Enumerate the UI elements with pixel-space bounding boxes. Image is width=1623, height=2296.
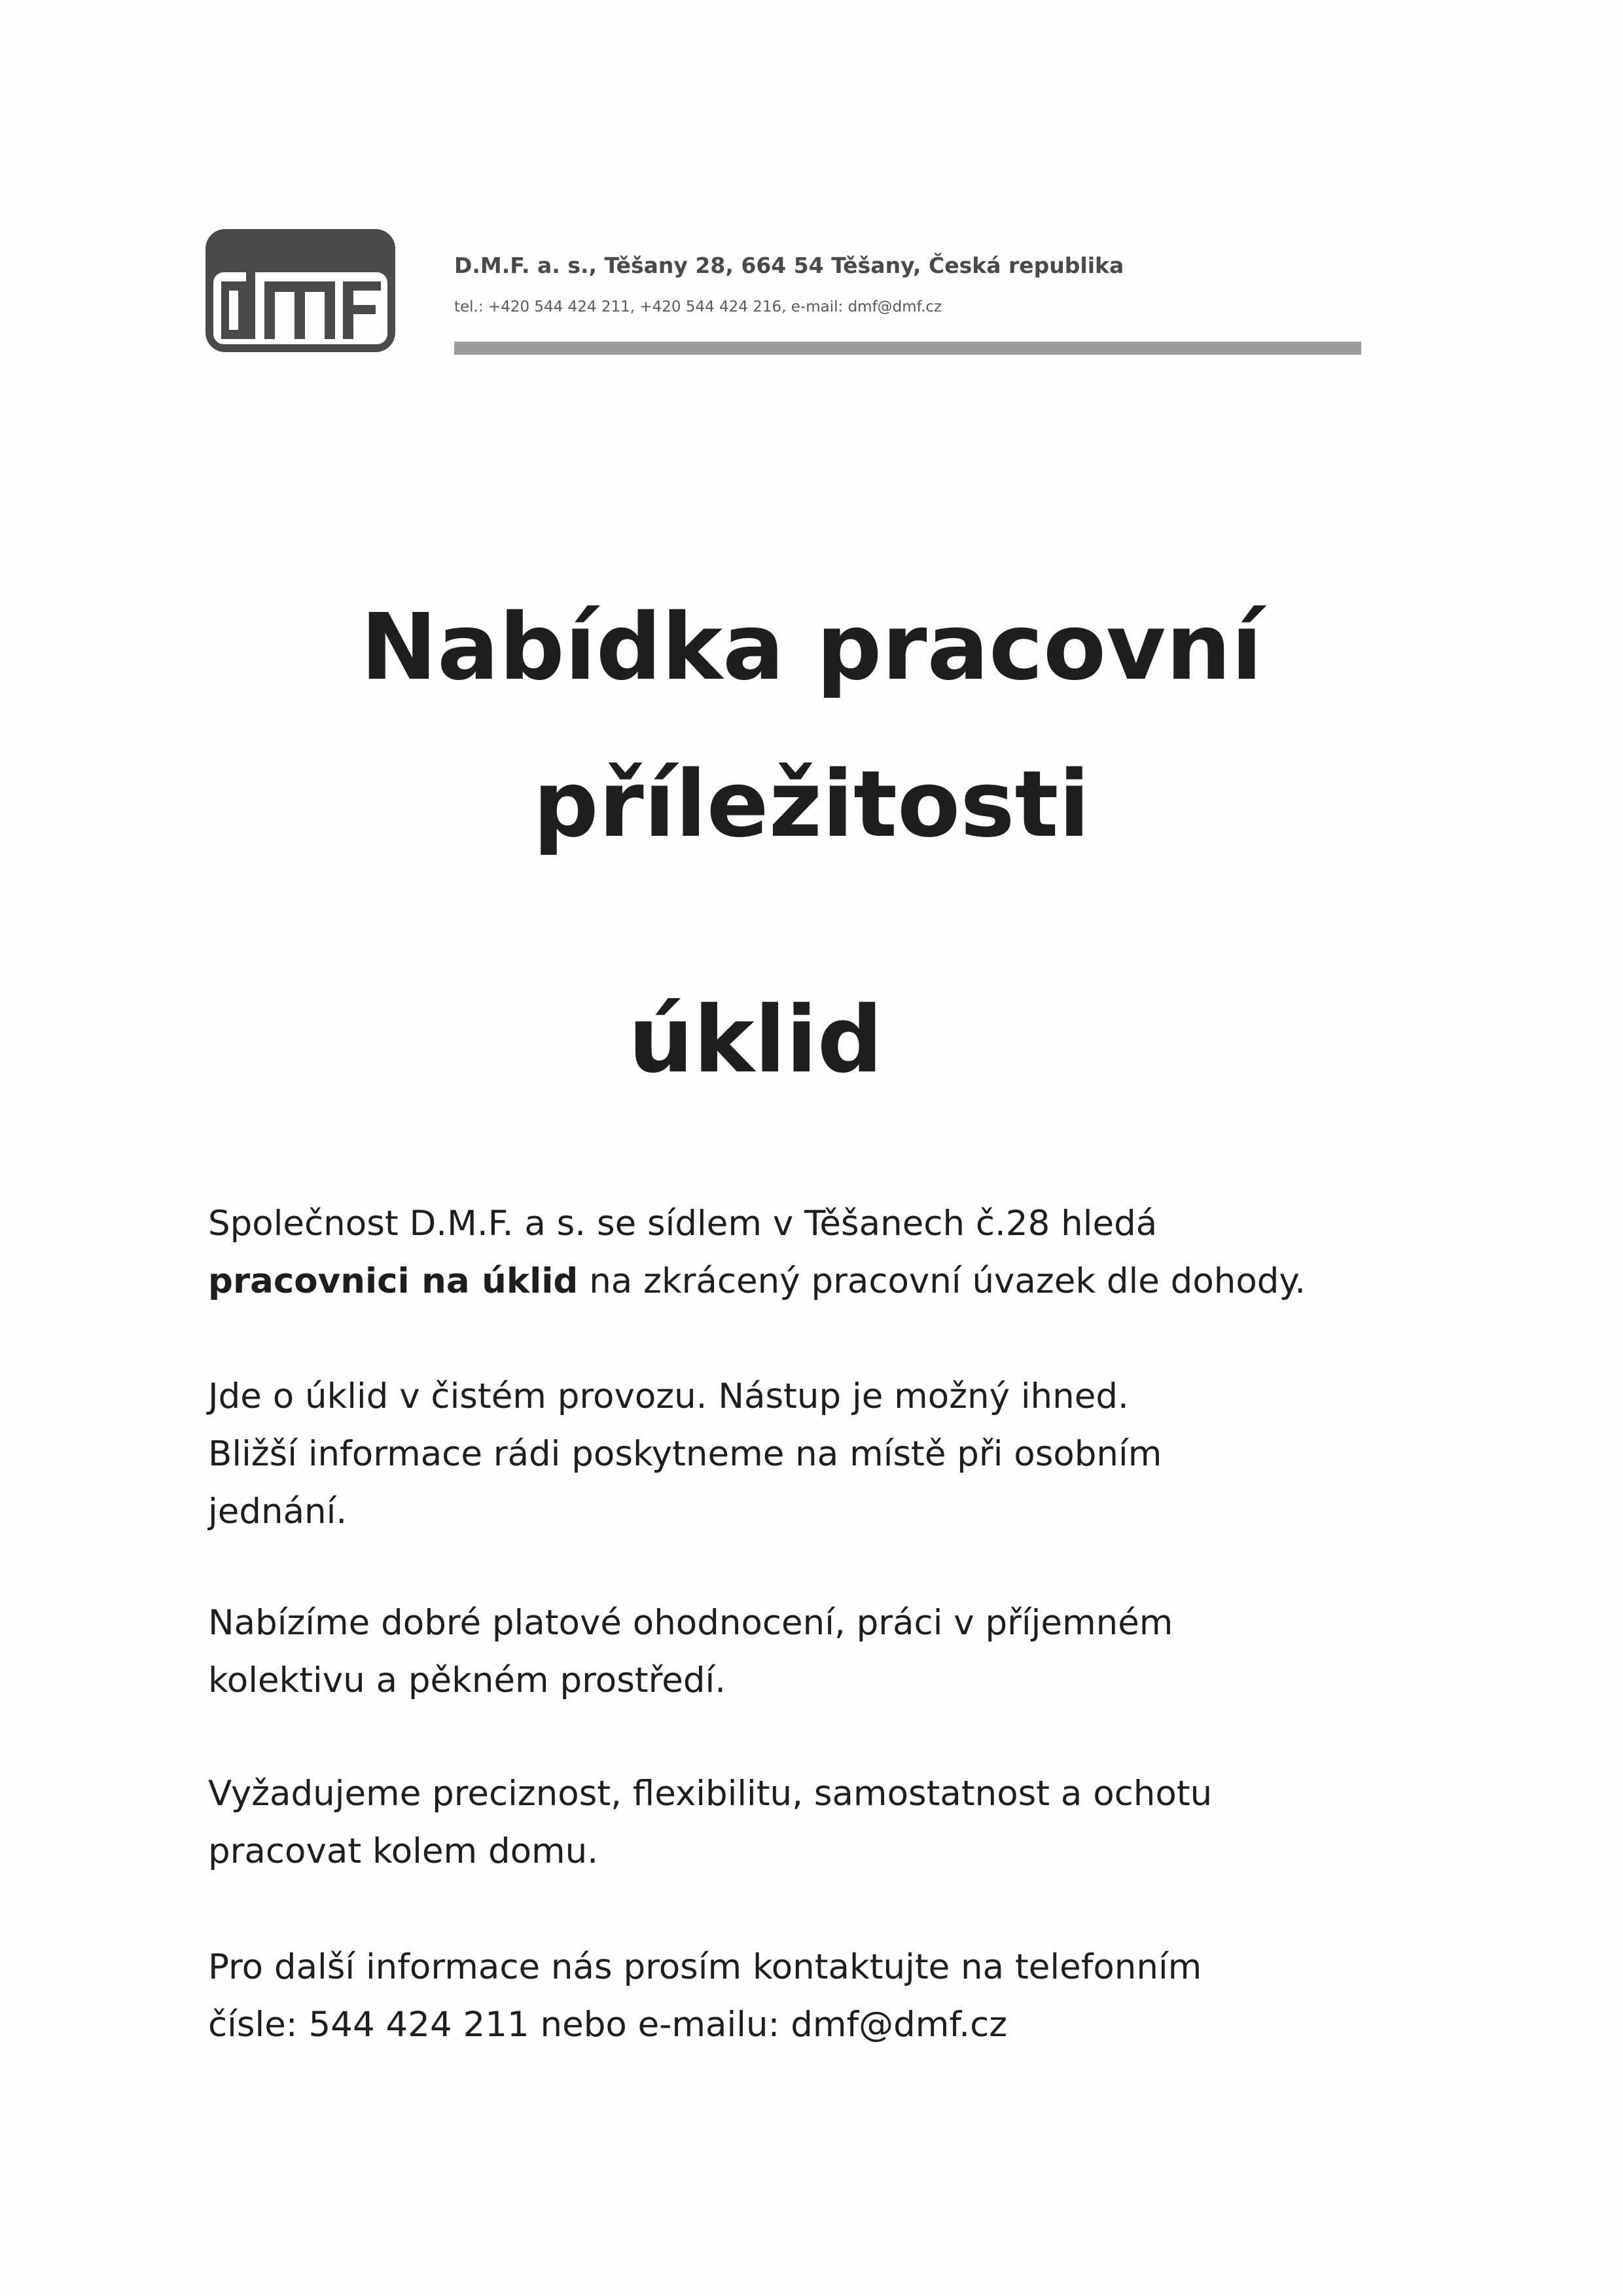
title-line-1: Nabídka pracovní <box>360 594 1263 701</box>
paragraph-line <box>208 1253 1452 1310</box>
title-line-2: příležitosti <box>533 751 1090 858</box>
paragraph-requirements <box>208 1765 1452 1880</box>
paragraph-line: čísle: 544 424 211 nebo e-mailu: dmf@dmf.cz <box>208 2005 1008 2045</box>
paragraph-contact <box>208 1939 1452 2054</box>
paragraph-line: kolektivu a pěkném prostředí. <box>208 1660 726 1700</box>
company-contact: tel.: +420 544 424 211, +420 544 424 216, e-mail: dmf@dmf.cz <box>454 298 942 315</box>
company-logo <box>202 226 398 355</box>
paragraph-line: Nabízíme dobré platové ohodnocení, práci v příjemném <box>208 1603 1173 1643</box>
paragraph-line: Bližší informace rádi poskytneme na místě při osobním <box>208 1434 1162 1474</box>
paragraph-intro <box>208 1195 1452 1310</box>
dmf-logo-mark <box>202 226 398 355</box>
header-divider <box>454 342 1361 355</box>
paragraph-line: Vyžadujeme preciznost, flexibilitu, samostatnost a ochotu <box>208 1774 1213 1814</box>
paragraph-line: Jde o úklid v čistém provozu. Nástup je možný ihned. <box>208 1376 1129 1416</box>
paragraph-offer <box>208 1594 1452 1710</box>
paragraph-line: Pro další informace nás prosím kontaktujte na telefonním <box>208 1947 1202 1987</box>
title-line-3: úklid <box>628 987 883 1094</box>
paragraph-details <box>208 1368 1452 1541</box>
paragraph-line: jednání. <box>208 1492 348 1532</box>
position-highlight: pracovnici na úklid <box>208 1261 579 1301</box>
company-address: D.M.F. a. s., Těšany 28, 664 54 Těšany, Česká republika <box>454 253 1124 278</box>
paragraph-line: pracovat kolem domu. <box>208 1831 599 1871</box>
paragraph-text: na zkrácený pracovní úvazek dle dohody. <box>578 1261 1306 1301</box>
paragraph-line: Společnost D.M.F. a s. se sídlem v Těšanech č.28 hledá <box>208 1204 1158 1244</box>
